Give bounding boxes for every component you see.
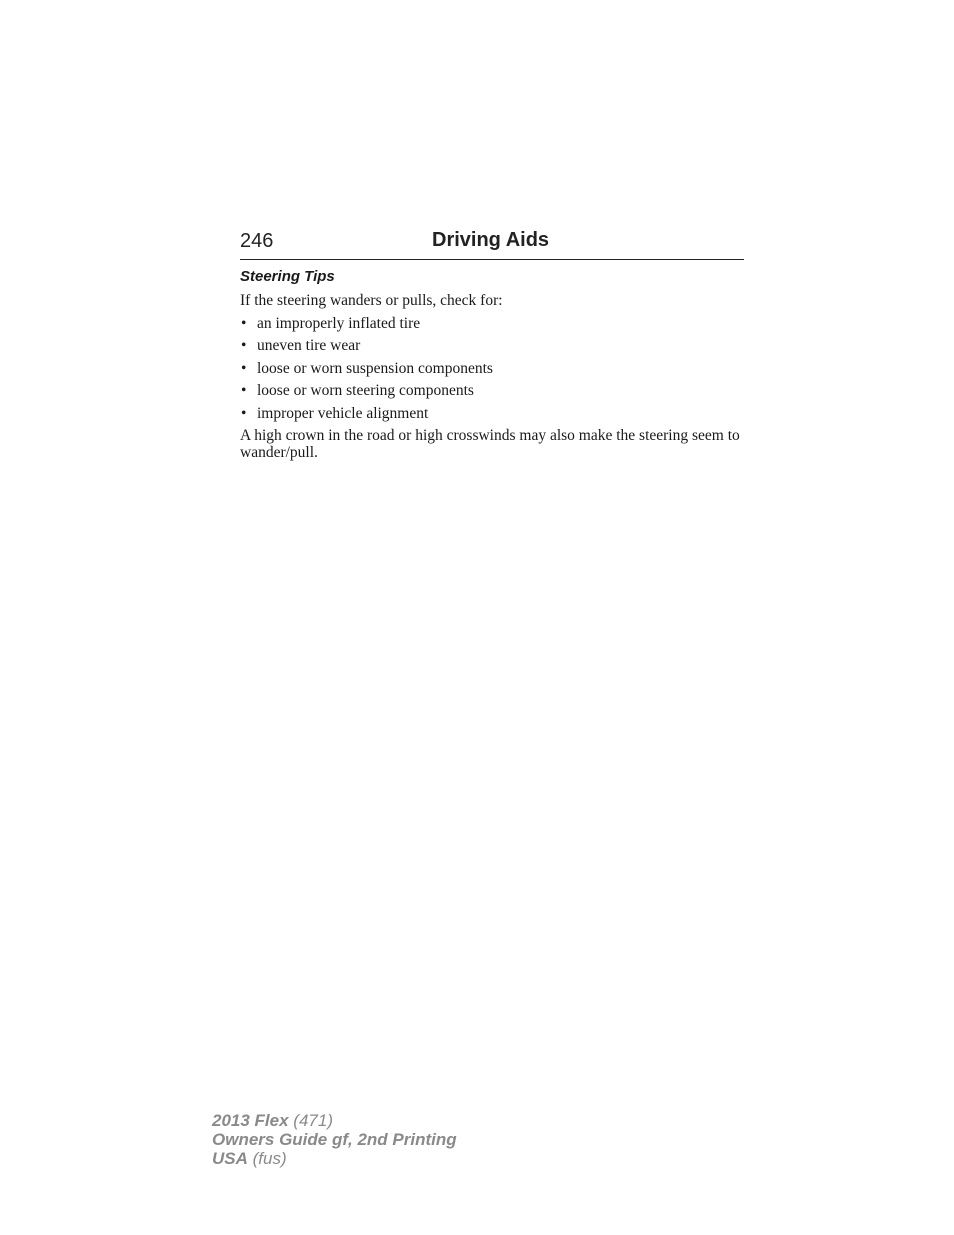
- section-heading: Steering Tips: [240, 268, 335, 285]
- bullet-icon: •: [241, 337, 247, 354]
- page-footer: [212, 1111, 457, 1168]
- intro-paragraph: If the steering wanders or pulls, check for:: [240, 292, 503, 309]
- list-item: • an improperly inflated tire: [241, 314, 421, 332]
- list-item: • loose or worn steering components: [241, 382, 474, 399]
- footer-line-3: USA (fus): [212, 1149, 287, 1168]
- bullet-icon: •: [241, 314, 247, 332]
- page-header: [240, 228, 744, 260]
- footer-line-2: Owners Guide gf, 2nd Printing: [212, 1130, 457, 1149]
- list-item: • improper vehicle alignment: [241, 404, 429, 422]
- list-item: • uneven tire wear: [241, 337, 361, 354]
- closing-paragraph: A high crown in the road or high crosswinds may also make the steering seem to wander/pull.: [240, 427, 740, 461]
- bullet-icon: •: [241, 382, 247, 399]
- page-content: [240, 267, 744, 461]
- page-title: Driving Aids: [432, 229, 550, 251]
- footer-line-1: 2013 Flex (471): [212, 1111, 333, 1130]
- bullet-list: [240, 316, 744, 423]
- list-item: • loose or worn suspension components: [241, 359, 493, 377]
- bullet-icon: •: [241, 359, 247, 377]
- page-number: 246: [240, 230, 274, 252]
- bullet-icon: •: [241, 404, 247, 422]
